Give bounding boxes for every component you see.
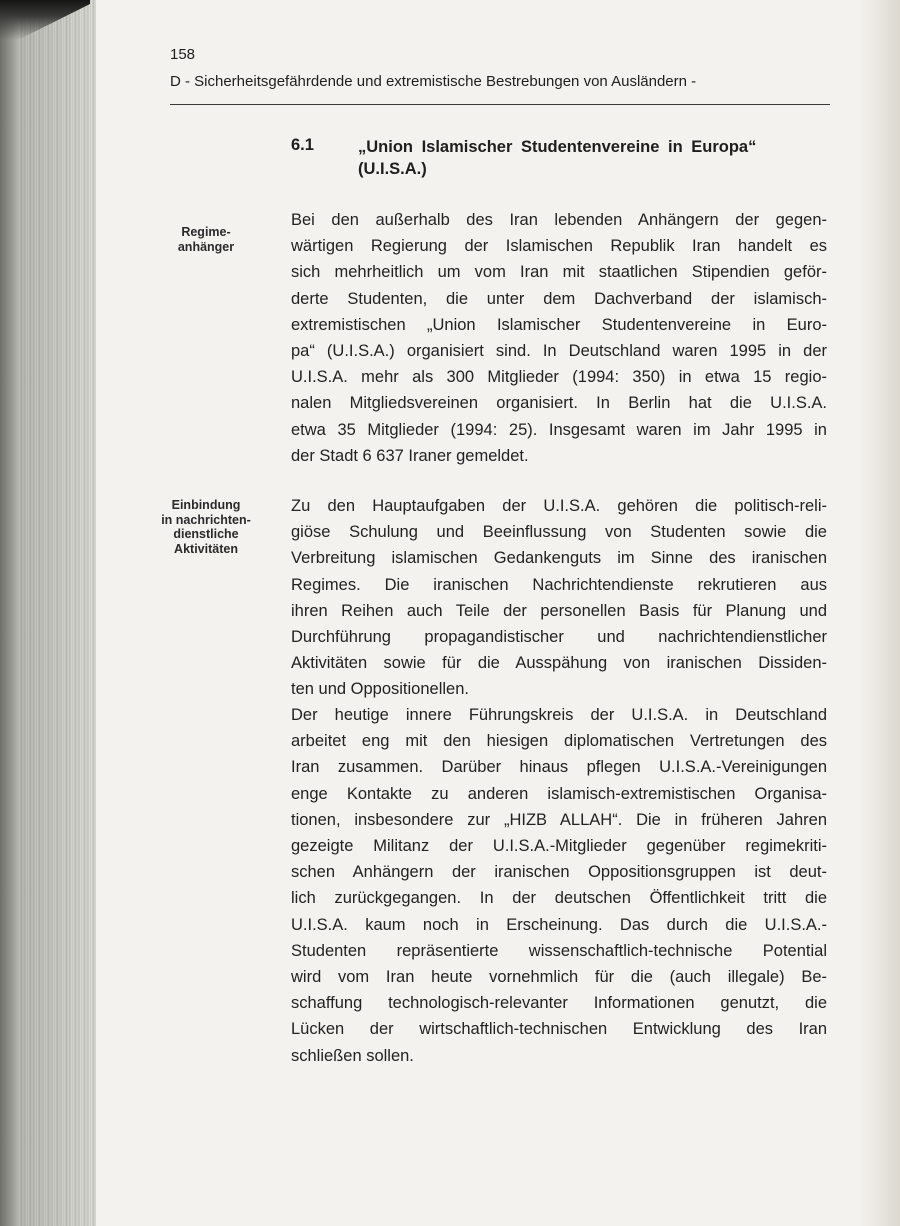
margin-note-line: Einbindung bbox=[171, 498, 241, 512]
text-line: wärtigen Regierung der Islamischen Republik Iran handelt es bbox=[291, 237, 827, 256]
text-line: Regimes. Die iranischen Nachrichtendienste rekrutieren aus bbox=[291, 575, 827, 594]
text-line: sich mehrheitlich um vom Iran mit staatlichen Stipendien geför- bbox=[291, 263, 827, 282]
text-line: U.I.S.A. kaum noch in Erscheinung. Das durch die U.I.S.A.- bbox=[291, 915, 827, 934]
text-line: der Stadt 6 637 Iraner gemeldet. bbox=[291, 446, 529, 465]
text-line: etwa 35 Mitglieder (1994: 25). Insgesamt waren im Jahr 1995 in bbox=[291, 420, 827, 439]
paragraph-hauptaufgaben bbox=[291, 493, 827, 703]
paragraph-fuehrungskreis bbox=[291, 702, 827, 1069]
margin-note-einbindung bbox=[150, 498, 262, 556]
section-title-line: (U.I.S.A.) bbox=[358, 160, 427, 178]
text-line: ihren Reihen auch Teile der personellen Basis für Planung und bbox=[291, 601, 827, 620]
text-line: Bei den außerhalb des Iran lebenden Anhängern der gegen- bbox=[291, 211, 827, 229]
text-line: Studenten repräsentierte wissenschaftlich-technische Potential bbox=[291, 941, 827, 960]
section-title-line: „Union Islamischer Studentenvereine in Europa“ bbox=[358, 138, 757, 156]
margin-note-line: Aktivitäten bbox=[174, 541, 238, 556]
section-title bbox=[358, 136, 828, 180]
text-line: nalen Mitgliedsvereinen organisiert. In Berlin hat die U.I.S.A. bbox=[291, 394, 827, 413]
margin-note-line: anhänger bbox=[177, 239, 235, 254]
text-line: schließen sollen. bbox=[291, 1046, 414, 1065]
margin-note-regimeanhaenger bbox=[150, 225, 262, 254]
page-right-shade bbox=[860, 0, 900, 1226]
text-line: Iran zusammen. Darüber hinaus pflegen U.I.S.A.-Vereinigungen bbox=[291, 758, 827, 777]
text-line: giöse Schulung und Beeinflussung von Studenten sowie die bbox=[291, 523, 827, 542]
text-line: Lücken der wirtschaftlich-technischen Entwicklung des Iran bbox=[291, 1020, 827, 1039]
margin-note-line: Regime- bbox=[181, 225, 231, 239]
text-line: Durchführung propagandistischer und nachrichtendienstlicher bbox=[291, 628, 827, 647]
header-rule bbox=[170, 104, 830, 105]
text-line: gezeigte Militanz der U.I.S.A.-Mitglieder gegenüber regimekriti- bbox=[291, 837, 827, 856]
text-line: Zu den Hauptaufgaben der U.I.S.A. gehören die politisch-reli- bbox=[291, 497, 827, 515]
text-line: extremistischen „Union Islamischer Studentenvereine in Euro- bbox=[291, 315, 827, 334]
text-line: U.I.S.A. mehr als 300 Mitglieder (1994: 350) in etwa 15 regio- bbox=[291, 368, 827, 387]
running-header: D - Sicherheitsgefährdende und extremistische Bestrebungen von Ausländern - bbox=[170, 73, 697, 90]
margin-note-line: in nachrichten- bbox=[161, 512, 251, 527]
text-line: derte Studenten, die unter dem Dachverband der islamisch- bbox=[291, 289, 827, 308]
paragraph-regimeanhaenger bbox=[291, 207, 827, 469]
section-number: 6.1 bbox=[291, 136, 314, 154]
text-line: Aktivitäten sowie für die Ausspähung von iranischen Dissiden- bbox=[291, 654, 827, 673]
spine-shadow bbox=[18, 0, 96, 1226]
text-line: wird vom Iran heute vornehmlich für die (auch illegale) Be- bbox=[291, 968, 827, 987]
page-number: 158 bbox=[170, 46, 196, 63]
text-line: arbeitet eng mit den hiesigen diplomatischen Vertretungen des bbox=[291, 732, 827, 751]
text-line: pa“ (U.I.S.A.) organisiert sind. In Deutschland waren 1995 in der bbox=[291, 342, 827, 361]
text-line: tionen, insbesondere zur „HIZB ALLAH“. Die in früheren Jahren bbox=[291, 810, 827, 829]
text-line: schen Anhängern der iranischen Oppositionsgruppen ist deut- bbox=[291, 863, 827, 882]
margin-note-line: dienstliche bbox=[173, 527, 239, 541]
text-line: Der heutige innere Führungskreis der U.I.S.A. in Deutschland bbox=[291, 706, 827, 724]
spine-dark-edge bbox=[0, 0, 20, 1226]
text-line: Verbreitung islamischen Gedankenguts im Sinne des iranischen bbox=[291, 549, 827, 568]
text-line: schaffung technologisch-relevanter Informationen genutzt, die bbox=[291, 994, 827, 1013]
text-line: enge Kontakte zu anderen islamisch-extremistischen Organisa- bbox=[291, 784, 827, 803]
text-line: ten und Oppositionellen. bbox=[291, 680, 469, 699]
text-line: lich zurückgegangen. In der deutschen Öffentlichkeit tritt die bbox=[291, 889, 827, 908]
